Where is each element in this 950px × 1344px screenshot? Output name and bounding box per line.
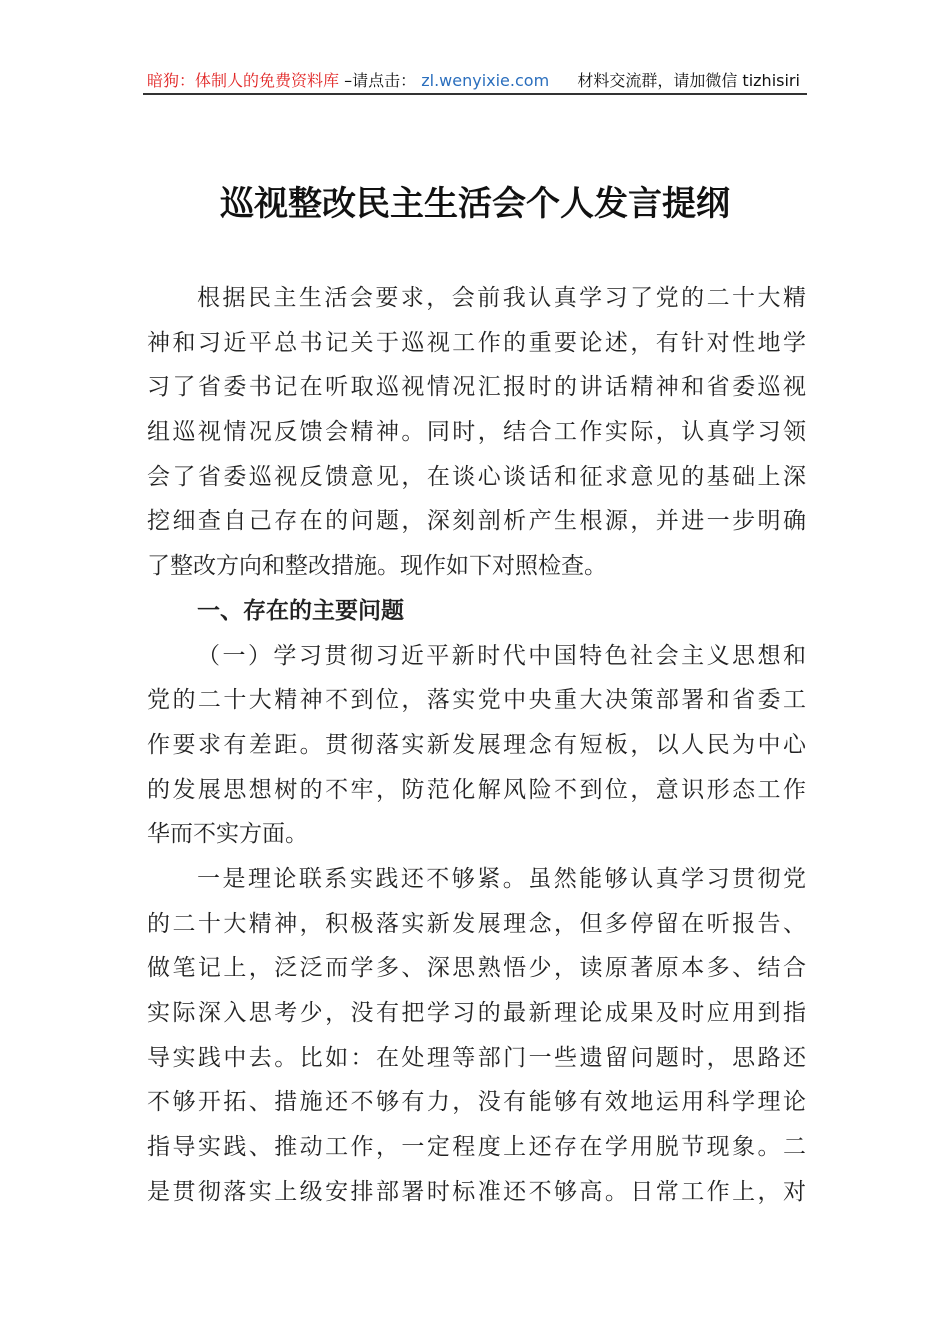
header-prompt: –请点击： bbox=[344, 71, 417, 90]
text-line: 一是理论联系实践还不够紧。虽然能够认真学习贯彻党 bbox=[197, 865, 806, 892]
text-line: 根据民主生活会要求，会前我认真学习了党的二十大精 bbox=[197, 285, 806, 311]
text-line: 挖细查自己存在的问题，深刻剖析产生根源，并进一步明确 bbox=[147, 508, 806, 535]
document-body bbox=[147, 276, 806, 1214]
page-header bbox=[147, 68, 806, 91]
text-line: 做笔记上，泛泛而学多、深思熟悟少，读原著原本多、结合 bbox=[147, 955, 806, 982]
text-line: 党的二十大精神不到位，落实党中央重大决策部署和省委工 bbox=[147, 687, 806, 714]
text-line: 的发展思想树的不牢，防范化解风险不到位，意识形态工作 bbox=[147, 776, 806, 803]
text-line: 的二十大精神，积极落实新发展理念，但多停留在听报告、 bbox=[147, 910, 806, 937]
text-line: 习了省委书记在听取巡视情况汇报时的讲话精神和省委巡视 bbox=[147, 374, 806, 401]
text-line: 神和习近平总书记关于巡视工作的重要论述，有针对性地学 bbox=[147, 329, 806, 356]
text-line: 是贯彻落实上级安排部署时标准还不够高。日常工作上，对 bbox=[147, 1178, 806, 1205]
text-line: 组巡视情况反馈会精神。同时，结合工作实际，认真学习领 bbox=[147, 419, 806, 446]
text-line: 作要求有差距。贯彻落实新发展理念有短板，以人民为中心 bbox=[147, 731, 806, 758]
text-line: 指导实践、推动工作，一定程度上还存在学用脱节现象。二 bbox=[147, 1134, 806, 1161]
header-contact: 材料交流群，请加微信 tizhisiri bbox=[577, 71, 800, 90]
header-divider bbox=[143, 93, 807, 95]
text-line: 实际深入思考少，没有把学习的最新理论成果及时应用到指 bbox=[147, 1000, 806, 1026]
text-line: （一）学习贯彻习近平新时代中国特色社会主义思想和 bbox=[197, 642, 806, 669]
text-line: 导实践中去。比如：在处理等部门一些遗留问题时，思路还 bbox=[147, 1044, 806, 1071]
document-title: 巡视整改民主生活会个人发言提纲 bbox=[220, 184, 730, 224]
header-link[interactable]: zl.wenyixie.com bbox=[421, 71, 550, 90]
text-line: 不够开拓、措施还不够有力，没有能够有效地运用科学理论 bbox=[147, 1089, 806, 1116]
text-line: 会了省委巡视反馈意见，在谈心谈话和征求意见的基础上深 bbox=[147, 463, 806, 490]
header-brand: 暗狗：体制人的免费资料库 bbox=[147, 71, 340, 90]
section-heading: 一、存在的主要问题 bbox=[197, 597, 404, 624]
text-line: 了整改方向和整改措施。现作如下对照检查。 bbox=[147, 553, 607, 580]
text-line: 华而不实方面。 bbox=[147, 821, 308, 848]
